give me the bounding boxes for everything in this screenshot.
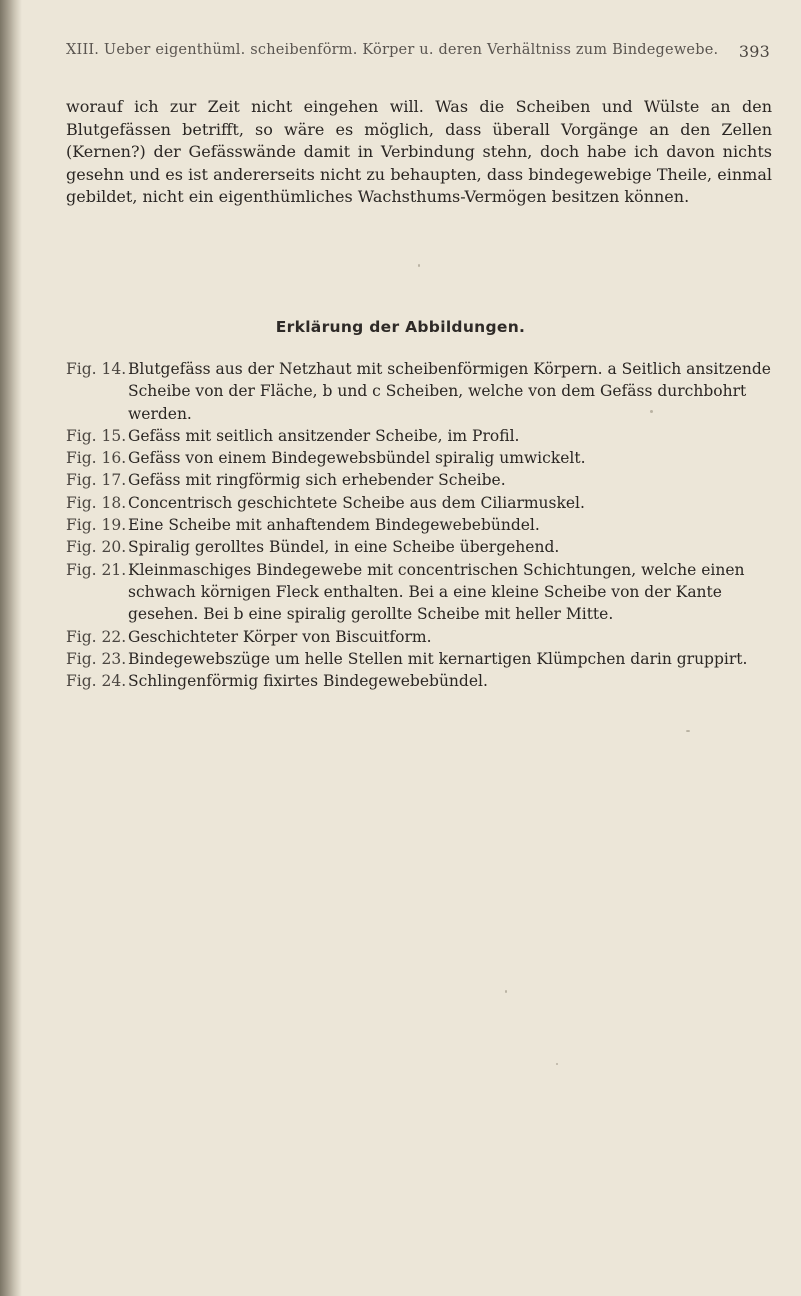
- figure-entry: [66, 670, 776, 692]
- paper-speck: [505, 990, 507, 993]
- figure-label: Fig. 18.: [66, 493, 127, 512]
- figure-entry: [66, 469, 776, 491]
- figure-entry: [66, 425, 776, 447]
- figure-label: Fig. 24.: [66, 672, 127, 691]
- figure-label: Fig. 23.: [66, 649, 127, 668]
- figure-label: Fig. 22.: [66, 627, 127, 646]
- figure-entry: [66, 648, 776, 670]
- figure-label: Fig. 16.: [66, 449, 127, 468]
- figure-description: Concentrisch geschichtete Scheibe aus dem Ciliarmuskel.: [128, 493, 585, 512]
- figure-description: Bindegewebszüge um helle Stellen mit kernartigen Klümpchen darin gruppirt.: [128, 649, 748, 668]
- figure-description: Spiralig gerolltes Bündel, in eine Scheibe übergehend.: [128, 538, 560, 557]
- paper-speck: [650, 410, 653, 413]
- section-title: Erklärung der Abbildungen.: [275, 318, 526, 336]
- paper-speck: [686, 730, 690, 732]
- paper-speck: [418, 264, 420, 267]
- intro-paragraph: worauf ich zur Zeit nicht eingehen will. Was die Scheiben und Wülste an den Blutgefässen betrifft, so wäre es möglich, dass überall Vorgänge an den Zellen (Kernen?) der Gefässwände damit in Verbindung stehn, doch habe ich davon nichts gesehn und es ist andererseits nicht zu behaupten, dass bindegewebige Theile, einmal gebildet, nicht ein eigenthümliches Wachsthums-Vermögen besitzen können.: [66, 97, 772, 206]
- figure-entry: [66, 492, 776, 514]
- figure-label: Fig. 20.: [66, 538, 127, 557]
- figure-description: Gefäss von einem Bindegewebsbündel spiralig umwickelt.: [128, 449, 586, 468]
- figure-label: Fig. 15.: [66, 426, 127, 445]
- figure-label: Fig. 19.: [66, 516, 127, 535]
- running-title: XIII. Ueber eigenthüml. scheibenförm. Körper u. deren Verhältniss zum Bindegewebe.: [66, 42, 719, 58]
- figure-entry: [66, 536, 776, 558]
- figure-description: Geschichteter Körper von Biscuitform.: [128, 627, 432, 646]
- page-number: 393: [738, 42, 770, 61]
- figure-entry: [66, 559, 776, 626]
- paper-speck: [556, 1063, 558, 1065]
- figure-entry: [66, 358, 776, 425]
- figure-description: Kleinmaschiges Bindegewebe mit concentrischen Schichtungen, welche einen schwach körnigen Fleck enthalten. Bei a eine kleine Scheibe von der Kante gesehen. Bei b eine spiralig gerollte Scheibe mit heller Mitte.: [128, 560, 745, 624]
- figure-description: Schlingenförmig fixirtes Bindegewebebündel.: [128, 672, 488, 691]
- figure-description: Blutgefäss aus der Netzhaut mit scheibenförmigen Körpern. a Seitlich ansitzende Scheibe von der Fläche, b und c Scheiben, welche von dem Gefäss durchbohrt werden.: [128, 360, 771, 423]
- figure-entry: [66, 626, 776, 648]
- figure-entry: [66, 447, 776, 469]
- figure-label: Fig. 14.: [66, 360, 127, 378]
- figure-description: Gefäss mit ringförmig sich erhebender Scheibe.: [128, 471, 506, 490]
- binding-shadow: [0, 0, 22, 1296]
- figure-description: Eine Scheibe mit anhaftendem Bindegewebebündel.: [128, 516, 540, 535]
- running-header: [66, 42, 770, 61]
- figure-label: Fig. 17.: [66, 471, 127, 490]
- figure-description: Gefäss mit seitlich ansitzender Scheibe, im Profil.: [128, 426, 520, 445]
- figure-entry: [66, 514, 776, 536]
- figure-label: Fig. 21.: [66, 560, 127, 579]
- figure-legend: [66, 358, 776, 692]
